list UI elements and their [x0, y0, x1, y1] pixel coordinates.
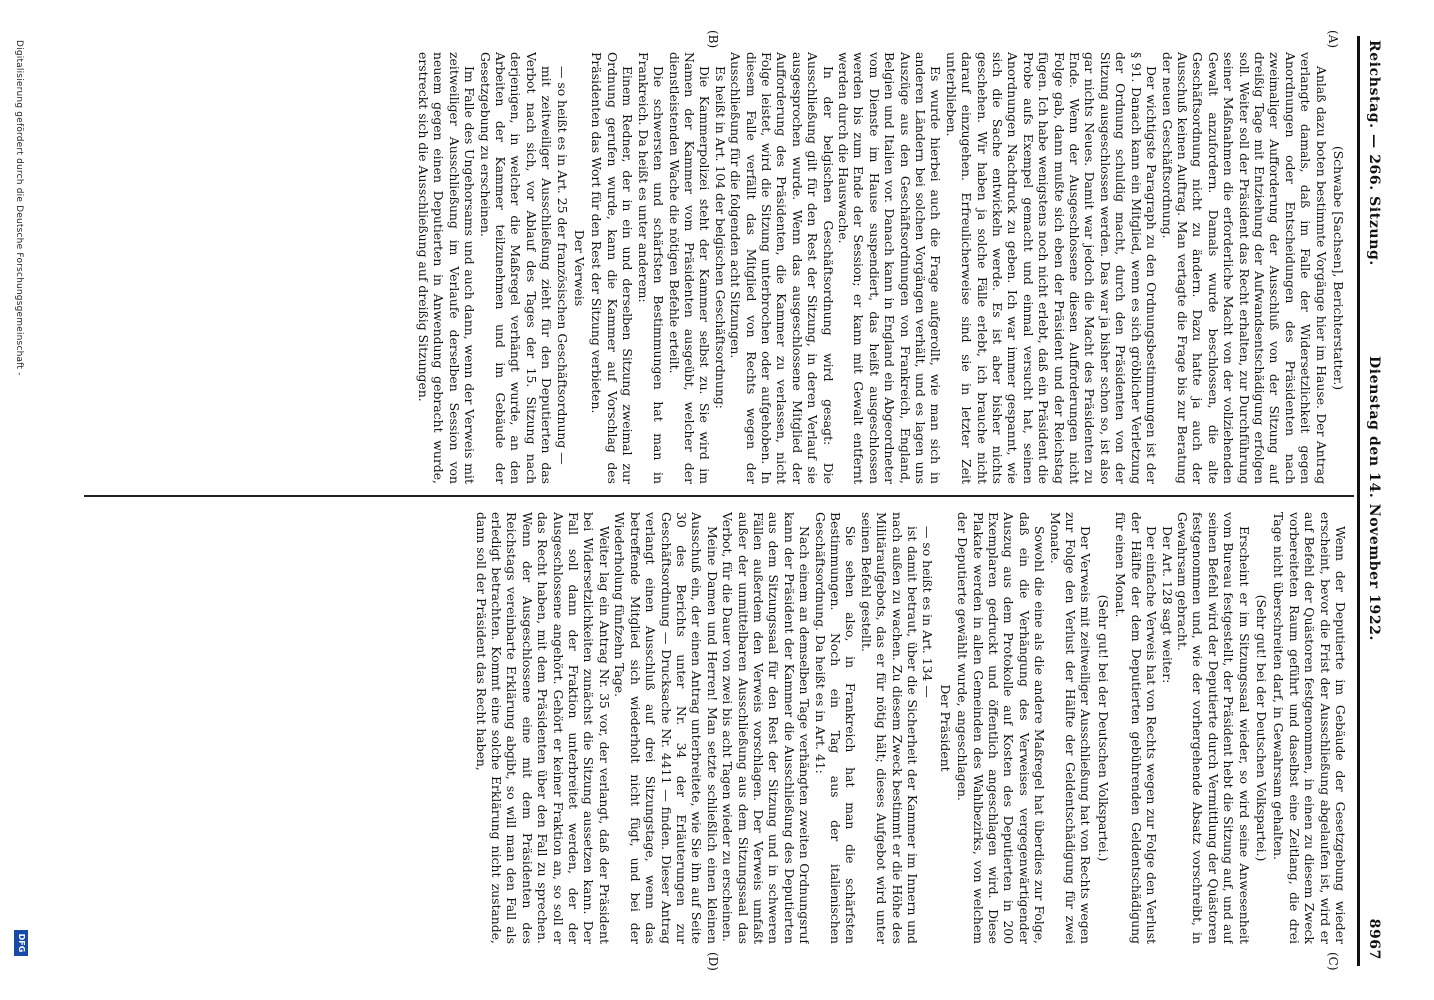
paragraph: In der belgischen Geschäftsordnung wird gesagt: Die Ausschließung gilt für den Rest der Sitzung, in deren Verlauf sie ausgesprochen wurde. Wenn das ausgeschlossene Mitglied der Aufforderung des Präsidenten, die Kammer zu verlassen, nicht Folge leistet, wird die Sitzung unterbrochen oder aufgehoben. In diesem Falle verfällt das Mitglied von Rechts wegen der Ausschließung für die folgenden acht Sitzungen. — [728, 52, 836, 484]
speaker-line: (Schwabe [Sachsen], Berichterstatter.) — [1331, 145, 1346, 391]
header-date: Dienstag den 14. November 1922. — [1366, 356, 1382, 641]
quote-paragraph: Die Kammerpolizei steht der Kammer selbst zu. Sie wird im Namen der Kammer vom Präsidenten ausgeübt, welcher der dienstleistenden Wache die nötigen Befehle erteilt. — [666, 52, 713, 484]
quote-paragraph: mit zeitweiliger Ausschließung zieht für den Deputierten das Verbot nach sich, vor Ablauf des Tages der 15. Sitzung nach derjenigen, in welcher die Maßregel verhängt wurde, an den Arbeiten der Kammer teilzunehmen und im Gebäude der Gesetzgebung zu erscheinen. — [477, 52, 555, 484]
paragraph: Der Art. 128 sagt weiter: — [1159, 526, 1175, 684]
header-left: Reichstag. — 266. Sitzung. — [1366, 40, 1382, 266]
interjection: (Sehr gut! bei der Deutschen Volkspartei.) — [1253, 594, 1269, 862]
page-number: 8967 — [1366, 918, 1382, 960]
quote-paragraph: Der Verweis mit zeitweiliger Ausschließung hat von Rechts wegen zur Folge den Verlust der Hälfte der Geldentschädigung für zwei Monate. — [1047, 512, 1094, 944]
quote-paragraph: Einem Redner, der in ein und derselben Sitzung zweimal zur Ordnung gerufen wurde, kann die Kammer auf Vorschlag des Präsidenten das Wort für den Rest der Sitzung verbieten. — [589, 52, 636, 484]
margin-letter-a: (A) — [1326, 30, 1340, 49]
paragraph: Die schwersten und schärfsten Bestimmungen hat man in Frankreich. Da heißt es unter anderem: — [635, 52, 667, 484]
paragraph: Der wichtigste Paragraph zu den Ordnungsbestimmungen ist der § 91. Danach kann ein Mitglied, wenn es sich gröblicher Verletzung der Ordnung schuldig macht, durch den Präsidenten von der Sitzung ausgeschlossen werden. Das war ja bisher schon so, ist also gar nichts Neues. Damit war jedoch die Macht des Präsidenten zu Ende. Wenn der Ausgeschlossene diesen Aufforderungen nicht Folge gab, dann mußte sich eben der Präsident und der Reichstag fügen. Ich habe wenigstens noch nicht erlebt, daß ein Präsident die Probe aufs Exempel gemacht und einmal versucht hat, seinen Anordnungen Nachdruck zu geben. Ich war immer gespannt, wie sich die Sache entwickeln werde. Es ist aber bisher nichts geschehen. Wir haben ja solche Fälle erlebt, ich brauche nicht darauf einzugehen. Erfreulicherweise sind sie in letzter Zeit unterblieben. — [943, 52, 1160, 484]
margin-letter-c: (C) — [1326, 952, 1340, 971]
quote-paragraph: Wenn der Deputierte im Gebäude der Gesetzgebung wieder erscheint, bevor die Frist der Ausschließung abgelaufen ist, wird er auf Befehl der Quästoren festgenommen, in einen zu diesem Zweck vorbereiteten Raum geführt und daselbst eine Zeitlang, die drei Tage nicht überschreiten darf, in Gewahrsam gehalten. — [1271, 512, 1348, 944]
margin-letter-d: (D) — [706, 952, 720, 971]
running-header — [1362, 40, 1382, 960]
paragraph: — so heißt es in Art. 134 — — [920, 526, 936, 698]
paragraph: Sie sehen also, in Frankreich hat man die schärfsten Bestimmungen. Noch ein Tag aus der italienischen Geschäftsordnung. Da heißt es in Art. 41: — [812, 512, 859, 944]
quote-paragraph: Erscheint er im Sitzungssaal wieder, so wird seine Anwesenheit vom Bureau festgestellt, der Präsident hebt die Sitzung auf, und auf seinen Befehl wird der Deputierte durch Vermittlung der Quästoren festgenommen und, wie der vorhergehende Absatz vorschreibt, in Gewahrsam gebracht. — [1174, 512, 1252, 944]
quote-paragraph: Der einfache Verweis hat von Rechts wegen zur Folge den Verlust der Hälfte der dem Deputierten gebührenden Geldentschädigung für einen Monat. — [1113, 512, 1160, 944]
quote-paragraph: Nach einem an demselben Tage verhängten zweiten Ordnungsruf kann der Präsident der Kammer die Ausschließung des Deputierten aus dem Sitzungssaal für den Rest der Sitzung und in schweren Fällen außerdem den Verweis vorschlagen. Der Verweis umfaßt außer der unmittelbaren Ausschließung aus dem Sitzungssaal das Verbot, für die Dauer von zwei bis acht Tagen wieder zu erscheinen. — [720, 512, 813, 944]
quote-paragraph: Im Falle des Ungehorsams und auch dann, wenn der Verweis mit zeitweiliger Ausschließung im Verlaufe derselben Session von neuem gegen einen Deputierten in Anwendung gebracht wurde, erstreckt sich die Ausschließung auf dreißig Sitzungen. — [416, 52, 478, 484]
paragraph: Es heißt in Art. 104 der belgischen Geschäftsordnung: — [712, 66, 728, 409]
left-text-column — [80, 52, 1348, 484]
paragraph: Anlaß dazu boten bestimmte Vorgänge hier im Hause. Der Antrag verlangte damals, daß im Falle der Widersetzlichkeit gegen Anordnungen oder Entscheidungen des Präsidenten nach zweimaliger Aufforderung der Ausschluß von der Sitzung auf dreißig Tage mit Entziehung der Aufwandsentschädigung erfolgen soll. Weiter soll der Präsident das Recht erhalten, zur Durchführung seiner Maßnahmen die erforderliche Macht von der vollziehenden Gewalt anzufordern. Damals wurde beschlossen, die alte Geschäftsordnung nicht zu ändern. Dazu hatte ja auch der Ausschuß keinen Auftrag. Man vertagte die Frage bis zur Beratung der neuen Geschäftsordnung. — [1159, 52, 1329, 484]
quote-paragraph: Sowohl die eine als die andere Maßregel hat überdies zur Folge, daß ein die Verhängung des Verweises vergegenwärtigender Auszug aus dem Protokolle auf Kosten des Deputierten in 200 Exemplaren gedruckt und öffentlich angeschlagen wird. Diese Plakate werden in allen Gemeinden des Wahlbezirks, von welchem der Deputierte gewählt wurde, angeschlagen. — [955, 512, 1048, 944]
paragraph: Meine Damen und Herren! Man setzte schließlich einen kleinen Ausschuß ein, der einen Antrag unterbreitete, wie Sie ihn auf Seite 30 des Berichts unter Nr. 34 der Erläuterungen zur Geschäftsordnung — Drucksache Nr. 4411 — finden. Dieser Antrag verlangt einen Ausschluß auf drei Sitzungstage, wenn das betreffende Mitglied sich wiederholt nicht fügt, und bei der Wiederholung fünfzehn Tage. — [612, 512, 720, 944]
margin-letter-b: (B) — [706, 30, 720, 49]
right-text-column — [80, 512, 1348, 944]
quote-paragraph: ist damit betraut, über die Sicherheit der Kammer im Innern und nach außen zu wachen. Zu diesem Zweck bestimmt er die Höhe des Militäraufgebots, das er für nötig hält; dieses Aufgebot wird unter seinen Befehl gestellt. — [858, 512, 921, 944]
column-divider — [84, 495, 1354, 497]
paragraph: — so heißt es in Art. 25 der französischen Geschäftsordnung — — [554, 66, 570, 465]
interjection: (Sehr gut! bei der Deutschen Volkspartei.) — [1095, 594, 1111, 862]
quote-heading: Der Präsident — [937, 684, 953, 772]
dfg-logo: DFG — [14, 930, 28, 956]
quote-heading: Der Verweis — [572, 229, 588, 307]
paragraph: Weiter lag ein Antrag Nr. 35 vor, der verlangt, daß der Präsident bei Widersetzlichkeiten zunächst die Sitzung aussetzen kann. Der Fall soll dann der Fraktion unterbreitet werden, der der Ausgeschlossene angehört. Gehört er keiner Fraktion an, so soll er das Recht haben, mit dem Präsidenten über den Fall zu sprechen. Wenn der Ausgeschlossene eine mit dem Präsidenten des Reichstags vereinbarte Erklärung abgibt, so will man den Fall als erledigt betrachten. Kommt eine solche Erklärung nicht zustande, dann soll der Präsident das Recht haben, — [473, 512, 612, 944]
header-rule — [1357, 36, 1360, 966]
paragraph: Es wurde hierbei auch die Frage aufgerollt, wie man sich in anderen Ländern bei solchen Vorgängen verhält, und es lagen uns Auszüge aus den Geschäftsordnungen von Frankreich, England, Belgien und Italien vor. Danach kann in England ein Abgeordneter vom Dienste im Hause suspendiert, das heißt ausgeschlossen werden bis zum Ende der Session; er kann mit Gewalt entfernt werden durch die Hauswache. — [836, 52, 944, 484]
digitization-credit: Digitalisierung gefördert durch die Deutsche Forschungsgemeinschaft - — [14, 40, 24, 376]
